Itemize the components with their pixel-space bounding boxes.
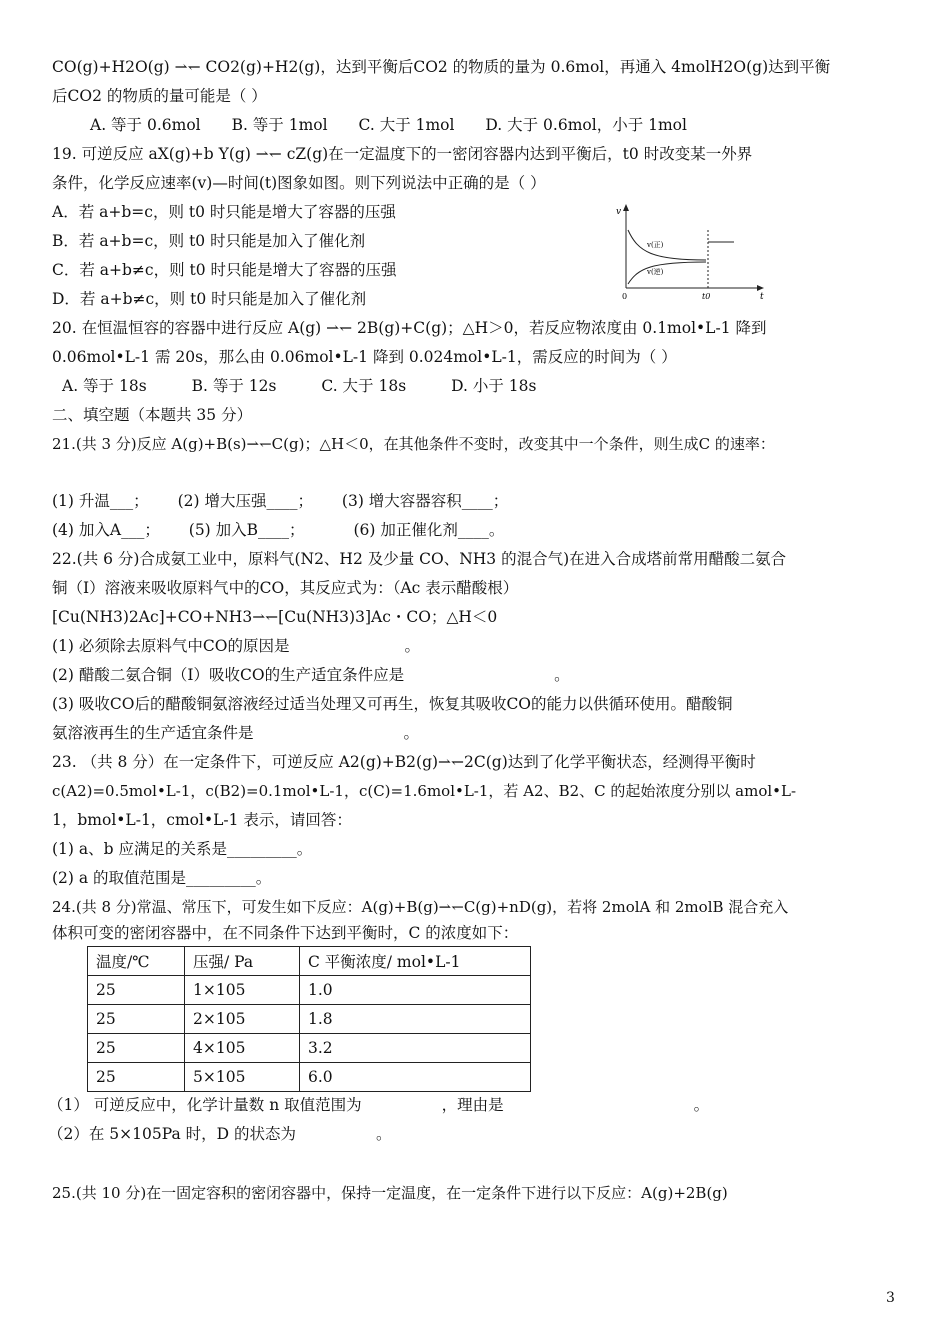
- q19-stem-2: 条件，化学反应速率(v)—时间(t)图象如图。则下列说法中正确的是（ ）: [52, 174, 546, 192]
- q22-part-1: (1) 必须除去原料气中CO的原因是 。: [52, 637, 420, 655]
- option-a: A. 等于 0.6mol: [90, 116, 201, 134]
- q23-stem-3: 1，bmol•L-1，cmol•L-1 表示，请回答：: [52, 811, 352, 829]
- q19-option-a: A．若 a+b=c，则 t0 时只能是增大了容器的压强: [52, 203, 396, 221]
- rate-time-graph: [610, 200, 770, 300]
- table-row: [88, 1063, 531, 1092]
- q24-stem-1: 24.(共 8 分)常温、常压下，可发生如下反应：A(g)+B(g)⇀↽C(g)+nD(g)，若将 2molA 和 2molB 混合充入: [52, 898, 789, 916]
- table-cell: 2×105: [185, 1005, 300, 1034]
- q19-option-b: B．若 a+b=c，则 t0 时只能是加入了催化剂: [52, 232, 366, 250]
- table-cell: 25: [88, 1034, 185, 1063]
- q22-part-3b: 氨溶液再生的生产适宜条件是 。: [52, 724, 420, 742]
- blank-item: (3) 增大容器容积____；: [341, 492, 509, 510]
- q21-row-1: [52, 490, 508, 512]
- option-d: D. 大于 0.6mol，小于 1mol: [485, 116, 687, 134]
- x-axis-arrow: [757, 285, 764, 291]
- table-cell: 3.2: [300, 1034, 531, 1063]
- q20-stem-2: 0.06mol•L-1 需 20s，那么由 0.06mol•L-1 降到 0.024mol•L-1，需反应的时间为（ ）: [52, 348, 677, 366]
- table-row: [88, 976, 531, 1005]
- text-line: 后CO2 的物质的量可能是（ ）: [52, 87, 267, 105]
- table-cell: 5×105: [185, 1063, 300, 1092]
- q23-part-1: (1) a、b 应满足的关系是_________。: [52, 840, 313, 858]
- table-header-row: [88, 947, 531, 976]
- q22-equation: [Cu(NH3)2Ac]+CO+NH3⇀↽[Cu(NH3)3]Ac・CO；△H＜0: [52, 608, 498, 626]
- q22-stem-1: 22.(共 6 分)合成氨工业中，原料气(N2、H2 及少量 CO、NH3 的混合气)在进入合成塔前常用醋酸二氨合: [52, 550, 787, 568]
- q21-stem: 21.(共 3 分)反应 A(g)+B(s)⇀↽C(g)；△H＜0，在其他条件不变时，改变其中一个条件，则生成C 的速率：: [52, 435, 775, 453]
- table-cell: 25: [88, 1005, 185, 1034]
- table-cell: 4×105: [185, 1034, 300, 1063]
- option-c: C. 大于 18s: [321, 377, 407, 395]
- q24-part-1: （1） 可逆反应中，化学计量数 n 取值范围为 ，理由是 。: [48, 1096, 710, 1114]
- table-header: 温度/℃: [88, 947, 185, 976]
- blank-item: (4) 加入A___；: [52, 521, 160, 539]
- q22-part-3: (3) 吸收CO后的醋酸铜氨溶液经过适当处理又可再生，恢复其吸收CO的能力以供循环使用。醋酸铜: [52, 695, 733, 713]
- q21-row-2: [52, 519, 504, 541]
- forward-rate-curve: [628, 230, 706, 260]
- option-c: C. 大于 1mol: [358, 116, 455, 134]
- y-axis-label: v: [616, 207, 622, 217]
- concentration-table: [87, 946, 531, 1092]
- forward-rate-label: v(正): [647, 241, 664, 249]
- table-header: 压强/ Pa: [185, 947, 300, 976]
- blank-item: (5) 加入B____；: [188, 521, 305, 539]
- option-d: D. 小于 18s: [451, 377, 537, 395]
- t0-label: t0: [702, 292, 711, 300]
- blank-item: (1) 升温___；: [52, 492, 149, 510]
- text-line: CO(g)+H2O(g) ⇀↽ CO2(g)+H2(g)，达到平衡后CO2 的物质的量为 0.6mol，再通入 4molH2O(g)达到平衡: [52, 58, 831, 76]
- section-heading: 二、填空题（本题共 35 分）: [52, 406, 253, 424]
- q22-part-2: (2) 醋酸二氨合铜（Ⅰ）吸收CO的生产适宜条件应是 。: [52, 666, 570, 684]
- option-b: B. 等于 1mol: [231, 116, 328, 134]
- q24-stem-2: 体积可变的密闭容器中，在不同条件下达到平衡时，C 的浓度如下：: [52, 924, 519, 942]
- q19-option-d: D．若 a+b≠c，则 t0 时只能是加入了催化剂: [52, 290, 367, 308]
- q23-stem-1: 23. （共 8 分）在一定条件下，可逆反应 A2(g)+B2(g)⇀↽2C(g)达到了化学平衡状态，经测得平衡时: [52, 753, 756, 771]
- table-row: [88, 1005, 531, 1034]
- reverse-rate-curve: [628, 262, 706, 284]
- q24-part-2: （2）在 5×105Pa 时，D 的状态为 。: [48, 1125, 392, 1143]
- page-number: 3: [886, 1290, 895, 1306]
- table-header: C 平衡浓度/ mol•L-1: [300, 947, 531, 976]
- q18-options: [90, 114, 687, 136]
- q25-stem: 25.(共 10 分)在一固定容积的密闭容器中，保持一定温度，在一定条件下进行以下反应：A(g)+2B(g): [52, 1184, 728, 1202]
- x-axis-label: t: [760, 292, 764, 300]
- reverse-rate-label: v(逆): [647, 268, 664, 276]
- table-cell: 6.0: [300, 1063, 531, 1092]
- option-b: B. 等于 12s: [191, 377, 277, 395]
- q20-options: [62, 375, 536, 397]
- q19-stem-1: 19. 可逆反应 aX(g)+b Y(g) ⇀↽ cZ(g)在一定温度下的一密闭容器内达到平衡后，t0 时改变某一外界: [52, 145, 753, 163]
- blank-item: (2) 增大压强____；: [177, 492, 313, 510]
- table-cell: 25: [88, 1063, 185, 1092]
- q22-stem-2: 铜（Ⅰ）溶液来吸收原料气中的CO，其反应式为：（Ac 表示醋酸根）: [52, 579, 519, 597]
- q19-option-c: C．若 a+b≠c，则 t0 时只能是增大了容器的压强: [52, 261, 397, 279]
- table-row: [88, 1034, 531, 1063]
- option-a: A. 等于 18s: [62, 377, 147, 395]
- q23-part-2: (2) a 的取值范围是_________。: [52, 869, 272, 887]
- table-cell: 1.8: [300, 1005, 531, 1034]
- table-cell: 1.0: [300, 976, 531, 1005]
- origin-label: 0: [622, 292, 628, 300]
- q23-stem-2: c(A2)=0.5mol•L-1，c(B2)=0.1mol•L-1，c(C)=1.6mol•L-1，若 A2、B2、C 的起始浓度分别以 amol•L-: [52, 782, 797, 800]
- table-cell: 25: [88, 976, 185, 1005]
- table-cell: 1×105: [185, 976, 300, 1005]
- blank-item: (6) 加正催化剂____。: [353, 521, 505, 539]
- y-axis-arrow: [623, 204, 629, 211]
- q20-stem-1: 20. 在恒温恒容的容器中进行反应 A(g) ⇀↽ 2B(g)+C(g)；△H＞0，若反应物浓度由 0.1mol•L-1 降到: [52, 319, 767, 337]
